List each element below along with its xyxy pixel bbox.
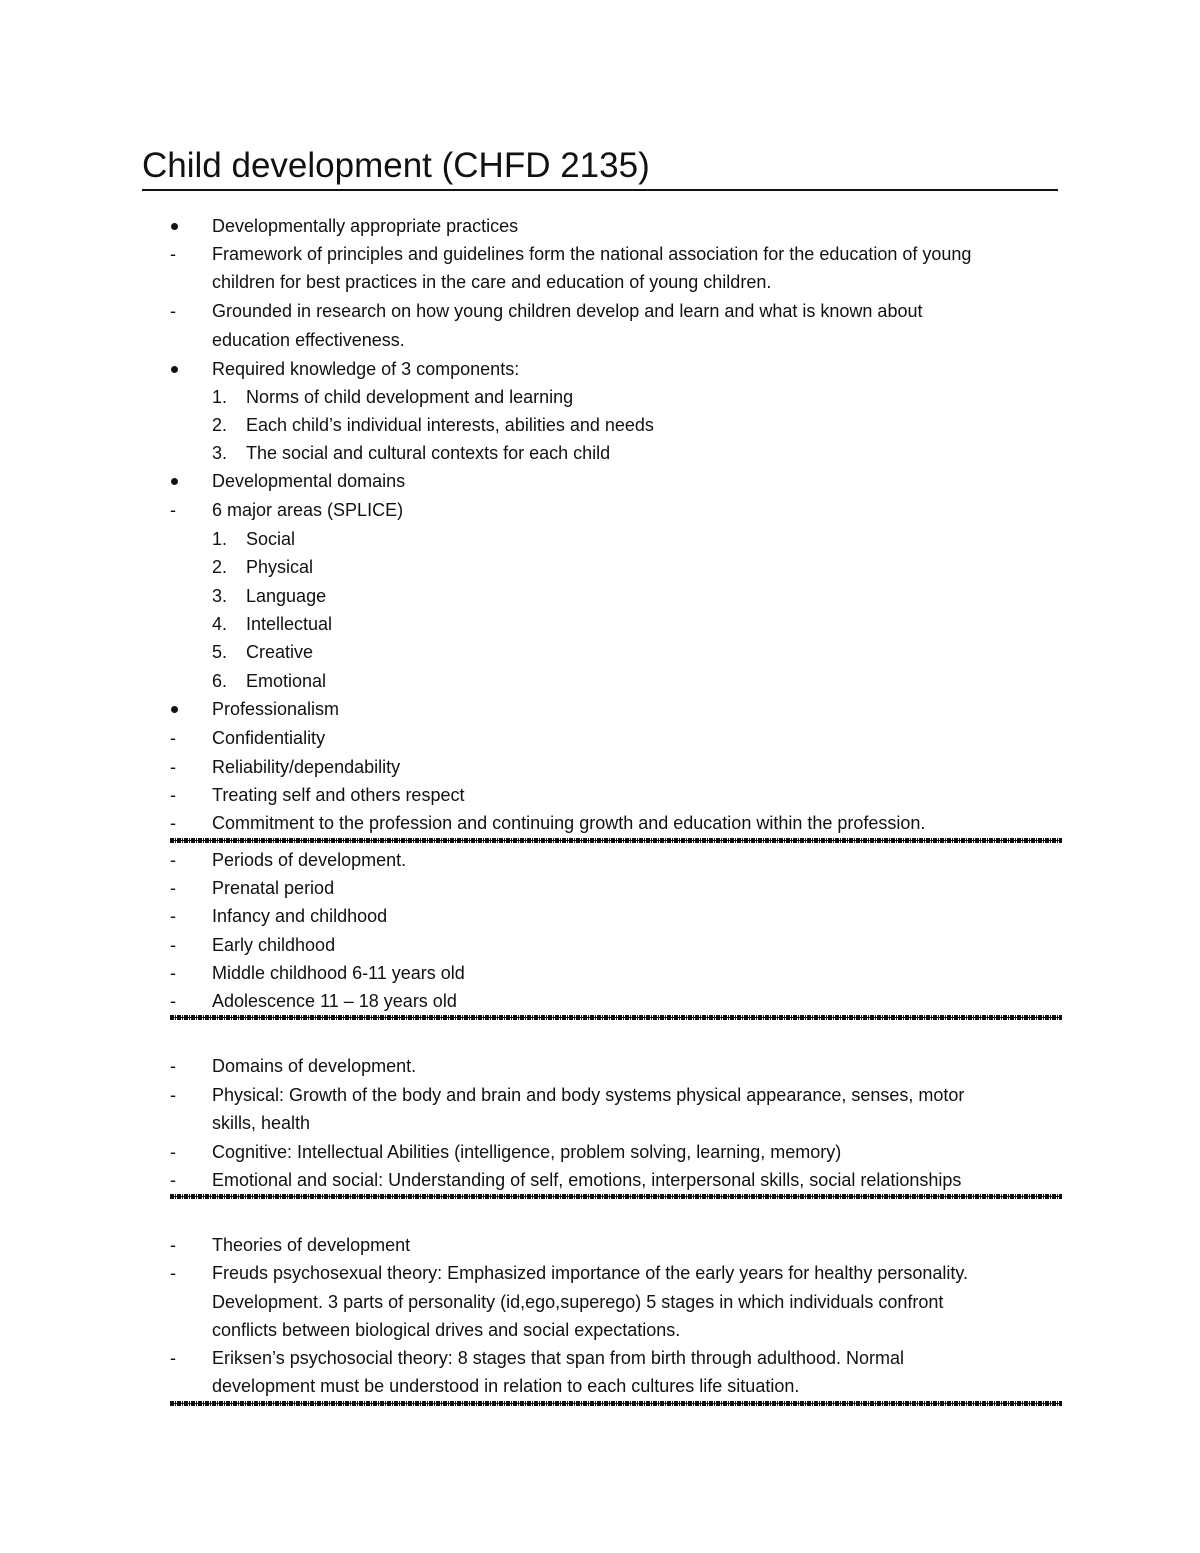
dash-marker: - <box>170 728 176 748</box>
list-item-text: Theories of development <box>212 1235 411 1255</box>
list-item <box>0 846 1200 874</box>
item-number: 3. <box>212 443 228 463</box>
bullet-icon <box>171 366 178 373</box>
item-number: 2. <box>212 415 228 435</box>
list-item-text: Required knowledge of 3 components: <box>212 359 520 379</box>
dash-marker: - <box>170 878 176 898</box>
item-number: 1. <box>212 387 228 407</box>
dash-marker: - <box>170 301 176 321</box>
list-item-text: 6 major areas (SPLICE) <box>212 500 404 520</box>
list-item <box>0 1052 1200 1080</box>
item-number: 1. <box>212 529 228 549</box>
list-item-text: Periods of development. <box>212 850 407 870</box>
bullet-icon <box>171 478 178 485</box>
list-item <box>0 987 1200 1015</box>
bullet-icon <box>171 223 178 230</box>
list-item-text: Creative <box>246 642 314 662</box>
list-item-text: skills, health <box>212 1113 311 1133</box>
list-item-text: Domains of development. <box>212 1056 417 1076</box>
list-item-text: Developmental domains <box>212 471 406 491</box>
list-item-text: Emotional <box>246 671 327 691</box>
list-item-text: Each child’s individual interests, abilities and needs <box>246 415 654 435</box>
numbered-item <box>0 582 1200 610</box>
list-item-text: Physical <box>246 557 314 577</box>
item-number: 2. <box>212 557 228 577</box>
dash-marker: - <box>170 1263 176 1283</box>
dash-marker: - <box>170 1235 176 1255</box>
dash-marker: - <box>170 757 176 777</box>
numbered-item <box>0 638 1200 666</box>
list-item <box>0 496 1200 524</box>
item-number: 5. <box>212 642 228 662</box>
dash-marker: - <box>170 500 176 520</box>
list-item-text: Eriksen’s psychosocial theory: 8 stages that span from birth through adulthood. Normal <box>212 1348 905 1368</box>
list-item-text: Framework of principles and guidelines form the national association for the education of young <box>212 244 972 264</box>
dash-marker: - <box>170 1170 176 1190</box>
section-divider <box>170 1401 1062 1406</box>
list-item-continuation <box>0 326 1200 354</box>
list-item <box>0 1138 1200 1166</box>
numbered-item <box>0 439 1200 467</box>
bullet-icon <box>171 706 178 713</box>
list-item-text: Norms of child development and learning <box>246 387 574 407</box>
dash-marker: - <box>170 1348 176 1368</box>
list-item-text: Middle childhood 6-11 years old <box>212 963 465 983</box>
numbered-item <box>0 383 1200 411</box>
list-item <box>0 809 1200 837</box>
list-item <box>0 1259 1200 1287</box>
list-item <box>0 931 1200 959</box>
list-item-text: Intellectual <box>246 614 333 634</box>
dash-marker: - <box>170 935 176 955</box>
list-item <box>0 695 1200 723</box>
numbered-item <box>0 553 1200 581</box>
list-item-continuation <box>0 1288 1200 1316</box>
list-item <box>0 874 1200 902</box>
list-item <box>0 781 1200 809</box>
item-number: 4. <box>212 614 228 634</box>
dash-marker: - <box>170 1056 176 1076</box>
list-item <box>0 297 1200 325</box>
list-item-text: Commitment to the profession and continuing growth and education within the profession. <box>212 813 926 833</box>
list-item-text: Physical: Growth of the body and brain and body systems physical appearance, senses, motor <box>212 1085 965 1105</box>
list-item-text: children for best practices in the care and education of young children. <box>212 272 772 292</box>
list-item <box>0 355 1200 383</box>
list-item-text: Grounded in research on how young children develop and learn and what is known about <box>212 301 923 321</box>
list-item <box>0 902 1200 930</box>
item-number: 6. <box>212 671 228 691</box>
list-item <box>0 724 1200 752</box>
dash-marker: - <box>170 785 176 805</box>
list-item-text: development must be understood in relation to each cultures life situation. <box>212 1376 800 1396</box>
section-divider <box>170 1194 1062 1199</box>
section-divider <box>170 838 1062 843</box>
list-item <box>0 1081 1200 1109</box>
list-item-continuation <box>0 268 1200 296</box>
dash-marker: - <box>170 991 176 1011</box>
list-item <box>0 1166 1200 1194</box>
list-item <box>0 467 1200 495</box>
list-item-text: Professionalism <box>212 699 340 719</box>
list-item-text: Cognitive: Intellectual Abilities (intelligence, problem solving, learning, memory) <box>212 1142 842 1162</box>
list-item <box>0 1231 1200 1259</box>
dash-marker: - <box>170 850 176 870</box>
numbered-item <box>0 610 1200 638</box>
item-number: 3. <box>212 586 228 606</box>
list-item-text: Freuds psychosexual theory: Emphasized importance of the early years for healthy personality. <box>212 1263 969 1283</box>
list-item <box>0 212 1200 240</box>
dash-marker: - <box>170 813 176 833</box>
section-divider <box>170 1015 1062 1020</box>
dash-marker: - <box>170 244 176 264</box>
list-item-text: Early childhood <box>212 935 336 955</box>
list-item-text: Infancy and childhood <box>212 906 388 926</box>
list-item-text: Emotional and social: Understanding of self, emotions, interpersonal skills, social relationships <box>212 1170 962 1190</box>
list-item-text: Development. 3 parts of personality (id,ego,superego) 5 stages in which individuals confront <box>212 1292 944 1312</box>
list-item-text: Reliability/dependability <box>212 757 401 777</box>
list-item-text: conflicts between biological drives and social expectations. <box>212 1320 681 1340</box>
list-item <box>0 959 1200 987</box>
list-item-continuation <box>0 1109 1200 1137</box>
list-item-text: The social and cultural contexts for each child <box>246 443 611 463</box>
list-item-continuation <box>0 1372 1200 1400</box>
list-item <box>0 240 1200 268</box>
dash-marker: - <box>170 1142 176 1162</box>
list-item-text: education effectiveness. <box>212 330 405 350</box>
numbered-item <box>0 525 1200 553</box>
list-item-text: Developmentally appropriate practices <box>212 216 519 236</box>
list-item <box>0 753 1200 781</box>
list-item-text: Social <box>246 529 296 549</box>
page-title: Child development (CHFD 2135) <box>142 143 1058 191</box>
list-item-text: Adolescence 11 – 18 years old <box>212 991 457 1011</box>
list-item-text: Language <box>246 586 327 606</box>
list-item <box>0 1344 1200 1372</box>
list-item-continuation <box>0 1316 1200 1344</box>
dash-marker: - <box>170 906 176 926</box>
dash-marker: - <box>170 963 176 983</box>
list-item-text: Prenatal period <box>212 878 335 898</box>
dash-marker: - <box>170 1085 176 1105</box>
numbered-item <box>0 667 1200 695</box>
list-item-text: Confidentiality <box>212 728 326 748</box>
numbered-item <box>0 411 1200 439</box>
list-item-text: Treating self and others respect <box>212 785 465 805</box>
